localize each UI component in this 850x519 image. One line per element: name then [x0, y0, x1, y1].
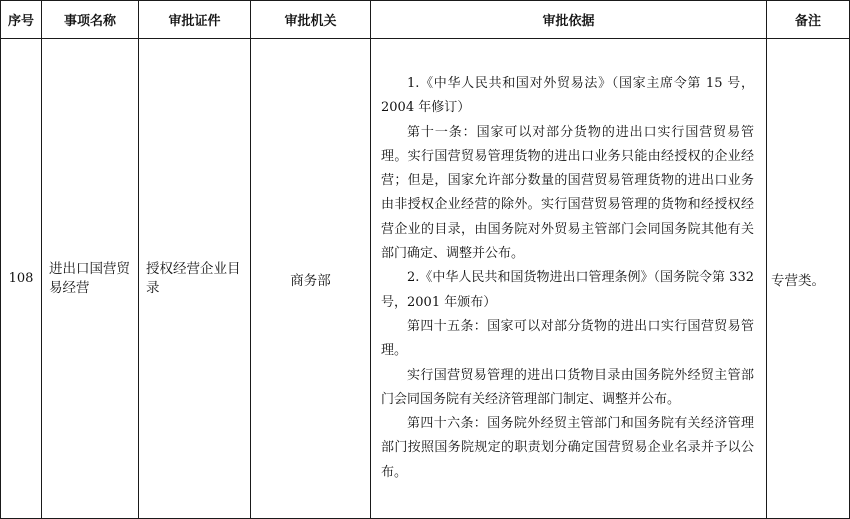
- basis-regulation-title: 2.《中华人民共和国货物进出口管理条例》（国务院令第 332 号，2001 年颁布）: [381, 270, 754, 310]
- header-name: 事项名称: [42, 1, 139, 39]
- row-name: 进出口国营贸易经营: [42, 39, 139, 519]
- header-seq: 序号: [1, 1, 42, 39]
- row-seq: 108: [1, 39, 42, 519]
- header-cert: 审批证件: [139, 1, 251, 39]
- row-cert: 授权经营企业目录: [139, 39, 251, 519]
- row-note: 专营类。: [767, 39, 850, 519]
- header-note: 备注: [767, 1, 850, 39]
- basis-article-45-cont: 实行国营贸易管理的进出口货物目录由国务院外经贸主管部门会同国务院有关经济管理部门制定、调整并公布。: [381, 367, 754, 407]
- basis-article-45: 第四十五条：国家可以对部分货物的进出口实行国营贸易管理。: [381, 318, 754, 359]
- basis-article-46: 第四十六条：国务院外经贸主管部门和国务院有关经济管理部门按照国务院规定的职责划分确定国营贸易企业名录并予以公布。: [381, 416, 754, 480]
- header-basis: 审批依据: [371, 1, 767, 39]
- basis-law-title: 1.《中华人民共和国对外贸易法》（国家主席令第 15 号，2004 年修订）: [381, 75, 754, 116]
- header-org: 审批机关: [251, 1, 371, 39]
- row-basis: [371, 39, 767, 519]
- basis-article-11: 第十一条：国家可以对部分货物的进出口实行国营贸易管理。实行国营贸易管理货物的进出口业务只能由经授权的企业经营；但是，国家允许部分数量的国营贸易管理货物的进出口业务由非授权企业经营的除外。实行国营贸易管理的货物和经授权经营企业的目录，由国务院对外贸易主管部门会同国务院其他有关部门确定、调整并公布。: [381, 124, 754, 262]
- row-org: 商务部: [251, 39, 371, 519]
- table-row: [1, 39, 850, 519]
- header-row: [1, 1, 850, 39]
